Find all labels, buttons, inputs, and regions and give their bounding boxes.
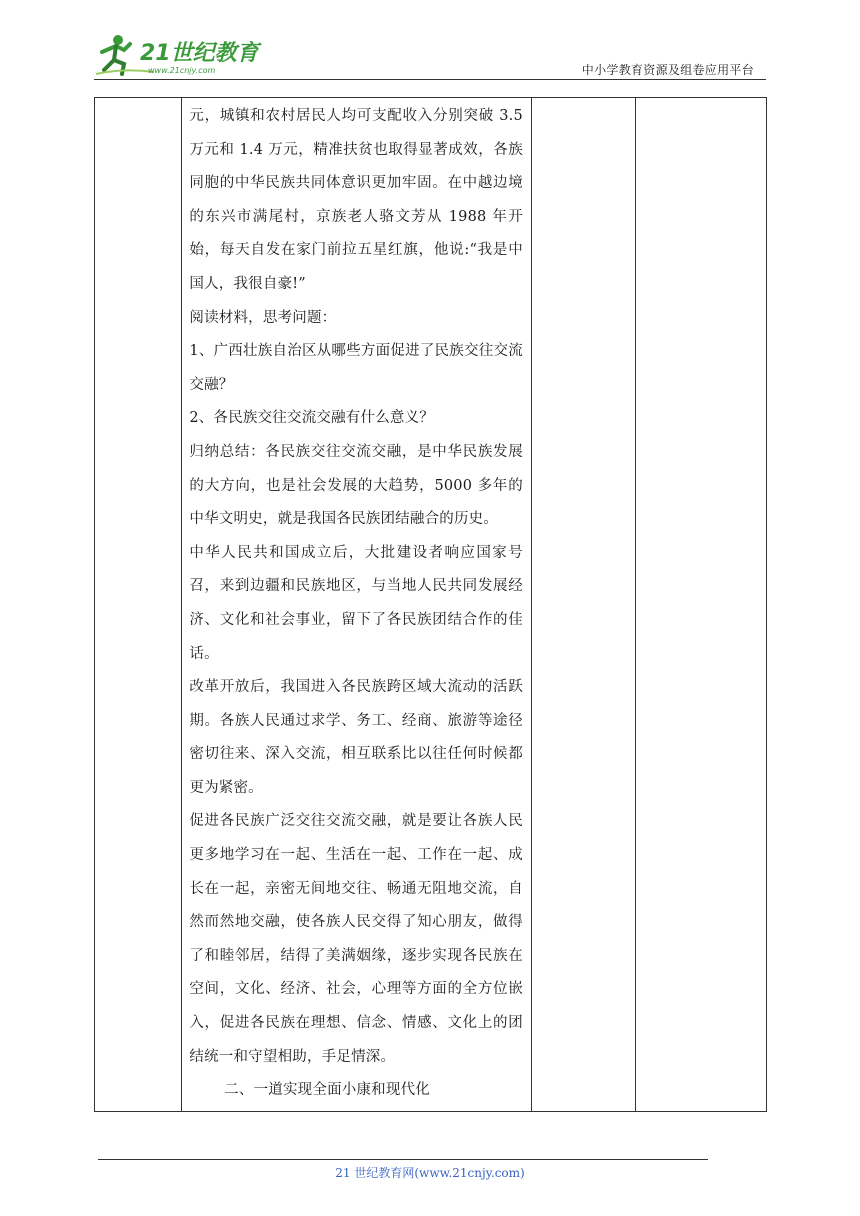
lesson-table — [94, 97, 767, 1112]
logo-url: www.21cnjy.com — [148, 66, 216, 75]
header-divider — [94, 79, 766, 80]
section-heading: 二、一道实现全面小康和现代化 — [224, 1082, 430, 1099]
paragraph: 1、广西壮族自治区从哪些方面促进了民族交往交流交融？ — [189, 343, 523, 393]
footer-divider — [98, 1159, 708, 1160]
table-cell-empty-right — [636, 98, 767, 1112]
table-cell-empty-left — [95, 98, 182, 1112]
paragraph: 2、各民族交往交流交融有什么意义？ — [189, 410, 434, 427]
platform-title: 中小学教育资源及组卷应用平台 — [581, 63, 754, 77]
table-cell-empty-middle — [531, 98, 635, 1112]
paragraph: 中华人民共和国成立后，大批建设者响应国家号召，来到边疆和民族地区，与当地人民共同发展经济、文化和社会事业，留下了各民族团结合作的佳话。 — [189, 544, 523, 662]
paragraph: 改革开放后，我国进入各民族跨区域大流动的活跃期。各族人民通过求学、务工、经商、旅游等途径密切往来、深入交流，相互联系比以往任何时候都更为紧密。 — [189, 679, 523, 796]
table-cell-content — [182, 98, 532, 1112]
lesson-content — [182, 98, 531, 1108]
table-row — [95, 98, 767, 1112]
paragraph: 阅读材料，思考问题： — [189, 309, 337, 326]
footer-link[interactable]: 21 世纪教育网(www.21cnjy.com) — [335, 1166, 525, 1180]
logo-text: 21世纪教育 — [140, 41, 259, 66]
site-logo — [94, 30, 264, 78]
paragraph: 促进各民族广泛交往交流交融，就是要让各族人民更多地学习在一起、生活在一起、工作在一起、成长在一起，亲密无间地交往、畅通无阻地交流，自然而然地交融，使各族人民交得了知心朋友，做得了和睦邻居，结得了美满姻缘，逐步实现各民族在空间，文化、经济、社会，心理等方面的全方位嵌入，促进各民族在理想、信念、情感、文化上的团结统一和守望相助，手足情深。 — [189, 813, 523, 1065]
paragraph: 元，城镇和农村居民人均可支配收入分别突破 3.5 万元和 1.4 万元，精准扶贫也取得显著成效，各族同胞的中华民族共同体意识更加牢固。在中越边境的东兴市满尾村，京族老人骆文芳从 1988 年开始，每天自发在家门前拉五星红旗，他说:“我是中国人，我很自豪!” — [189, 108, 523, 292]
paragraph: 归纳总结：各民族交往交流交融，是中华民族发展的大方向，也是社会发展的大趋势，5000 多年的中华文明史，就是我国各民族团结融合的历史。 — [189, 443, 523, 528]
